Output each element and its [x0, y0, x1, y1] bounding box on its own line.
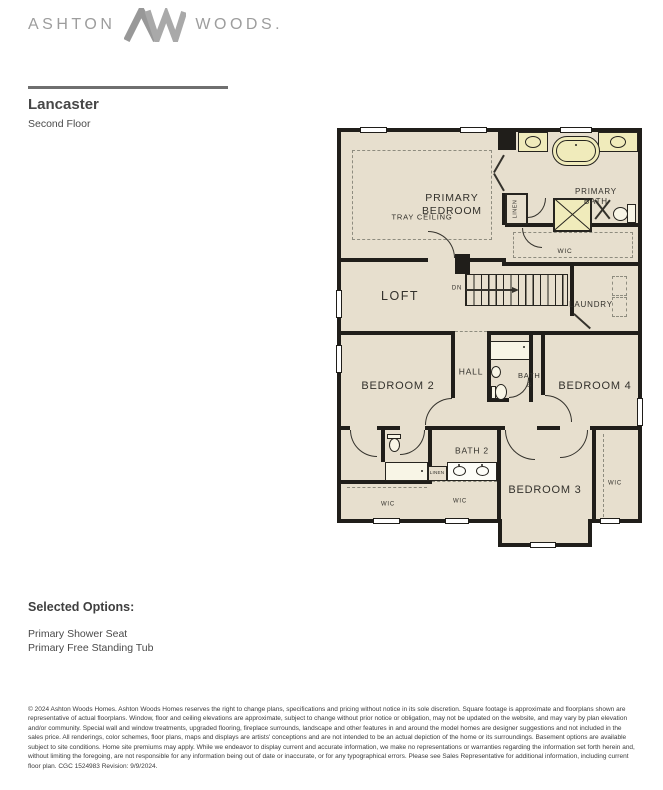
window	[560, 127, 592, 133]
wall	[497, 430, 501, 523]
wall	[541, 335, 545, 395]
selected-options-heading: Selected Options:	[28, 600, 135, 614]
wall	[451, 335, 455, 398]
room-label-wic-left: WIC	[380, 501, 396, 508]
wic-rod-line	[603, 434, 604, 517]
floor-subtitle: Second Floor	[28, 118, 91, 130]
room-label-hall: HALL	[458, 366, 484, 377]
bathtub	[490, 341, 530, 360]
tub-drain	[575, 144, 577, 146]
window	[460, 127, 487, 133]
sink-icon	[453, 466, 466, 476]
room-label-laundry: LAUNDRY	[569, 300, 613, 309]
wall	[337, 258, 428, 262]
wall-stair-block	[455, 254, 470, 274]
dn-arrow-line	[466, 289, 512, 291]
wall	[337, 128, 341, 523]
window	[530, 542, 556, 548]
legal-disclaimer: © 2024 Ashton Woods Homes. Ashton Woods Homes reserves the right to change plans, specifications and pricing without notice in its sole discretion. Square footage is approximate and floorplans shown are representative of actual floorplans. Window, floor and ceiling elevations are approximate, subject to change without prior notice or obligation, may not be updated on the website, and may vary by plan elevation and/or community. Special wall and window treatments, upgraded flooring, fireplace surrounds, landscape and other features in and around the model homes are designer suggestions and not included in the sales price. All renderings, color schemes, floor plans, maps and displays are artists' conceptions and are not intended to be an actual depiction of the home or its surroundings. Basement options are available subject to site conditions. Home site premiums may apply. While we endeavor to display current and accurate information, we make no representations or warranties regarding the information set forth herein and, without limiting the foregoing, are not responsible for any information being out of date or inaccurate, or for any typographical errors. Please see Sales Representative for additional information, including current floor plan. CGC 1524983 Revision: 9/9/2024.	[28, 706, 635, 770]
sink-icon	[610, 136, 626, 148]
selected-option-item: Primary Free Standing Tub	[28, 642, 154, 654]
vanity-shelf-line	[432, 481, 497, 482]
sink-icon	[476, 466, 489, 476]
wall	[337, 331, 455, 335]
wall	[337, 519, 502, 523]
window	[600, 518, 620, 524]
window	[336, 345, 342, 373]
window	[445, 518, 469, 524]
hall-opening	[455, 331, 487, 332]
bath3-text: BATH 3	[518, 371, 541, 390]
wall-chase	[498, 128, 516, 150]
window	[360, 127, 387, 133]
room-label-wic-mid: WIC	[452, 498, 468, 505]
dryer-box	[612, 297, 627, 317]
wall	[470, 258, 506, 262]
toilet-icon	[389, 438, 400, 452]
faucet	[458, 464, 460, 466]
tub-faucet	[523, 346, 525, 348]
window	[336, 290, 342, 318]
window	[373, 518, 400, 524]
brand-ashton-text: ASHTON	[28, 16, 116, 33]
title-divider	[28, 86, 228, 89]
room-label-bath2: BATH 2	[455, 445, 489, 456]
room-label-bedroom3: BEDROOM 3	[508, 484, 582, 497]
wall	[588, 519, 592, 547]
aw-monogram-icon	[124, 8, 186, 42]
stairs-dn-label: DN	[451, 285, 463, 292]
wall	[425, 426, 505, 430]
floorplan-drawing	[337, 128, 642, 548]
wall	[592, 430, 596, 523]
wall	[590, 426, 642, 430]
room-label-loft: LOFT	[381, 289, 419, 304]
page-title: Lancaster	[28, 96, 99, 113]
sink-icon	[491, 366, 501, 378]
room-label-linen-top: LINEN	[512, 199, 519, 219]
room-label-bedroom2: BEDROOM 2	[361, 380, 435, 393]
primary-bedroom-text: PRIMARY BEDROOM	[422, 192, 482, 218]
brand-woods-text: WOODS.	[195, 16, 284, 33]
room-label-linen-bottom: LINEN	[429, 470, 445, 476]
wall	[638, 128, 642, 523]
faucet	[481, 464, 483, 466]
wall	[381, 430, 385, 462]
primary-bath-text: PRIMARY BATH	[575, 187, 617, 206]
toilet-icon	[613, 207, 628, 221]
toilet-tank	[627, 204, 636, 223]
tub-faucet	[421, 470, 423, 472]
room-label-wic-right: WIC	[607, 480, 623, 487]
wall	[487, 331, 642, 335]
wall	[537, 426, 560, 430]
room-label-wic-top: WIC	[557, 247, 573, 255]
dn-arrowhead-icon	[512, 287, 519, 293]
room-label-tray-ceiling: TRAY CEILING	[391, 212, 453, 222]
brand-logo	[28, 8, 283, 42]
wall	[337, 426, 350, 430]
room-label-bedroom4: BEDROOM 4	[558, 380, 632, 393]
wic-shelf-line	[347, 487, 427, 488]
sink-icon	[525, 136, 541, 148]
window	[637, 398, 643, 426]
washer-box	[612, 276, 627, 296]
selected-option-item: Primary Shower Seat	[28, 628, 128, 640]
toilet-icon	[495, 384, 507, 400]
